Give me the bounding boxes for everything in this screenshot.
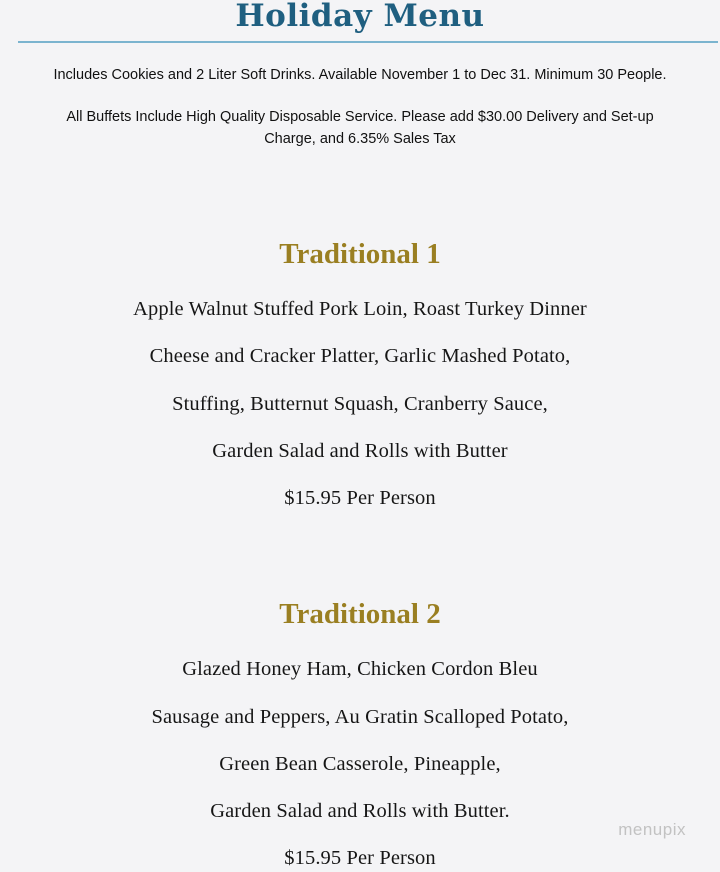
intro-line-2a: All Buffets Include High Quality Disposable Service. Please add $30.00 Delivery and Set-up [66,109,654,125]
menu-item-line: Stuffing, Butternut Squash, Cranberry Sauce, [172,393,548,415]
price-line: $15.95 Per Person [284,487,436,509]
intro-line-1: Includes Cookies and 2 Liter Soft Drinks. Available November 1 to Dec 31. Minimum 30 People. [53,67,667,83]
menu-item-line: Green Bean Casserole, Pineapple, [219,753,501,775]
menu-item-line: Apple Walnut Stuffed Pork Loin, Roast Turkey Dinner [133,298,587,320]
menu-item-line: Glazed Honey Ham, Chicken Cordon Bleu [182,658,538,680]
price-line: $15.95 Per Person [284,847,436,869]
intro-line-2 [0,106,720,150]
section-title-traditional-2: Traditional 2 [279,598,441,630]
watermark-logo: menupix [618,820,686,839]
menu-item-line: Garden Salad and Rolls with Butter. [210,800,510,822]
section-title-traditional-1: Traditional 1 [279,238,441,270]
title-divider [18,41,718,43]
page-title: Holiday Menu [235,0,485,34]
menu-item-line: Garden Salad and Rolls with Butter [212,440,508,462]
menu-item-line: Cheese and Cracker Platter, Garlic Mashed Potato, [149,345,571,367]
menu-item-line: Sausage and Peppers, Au Gratin Scalloped Potato, [151,706,569,728]
intro-line-2b: Charge, and 6.35% Sales Tax [264,131,456,147]
